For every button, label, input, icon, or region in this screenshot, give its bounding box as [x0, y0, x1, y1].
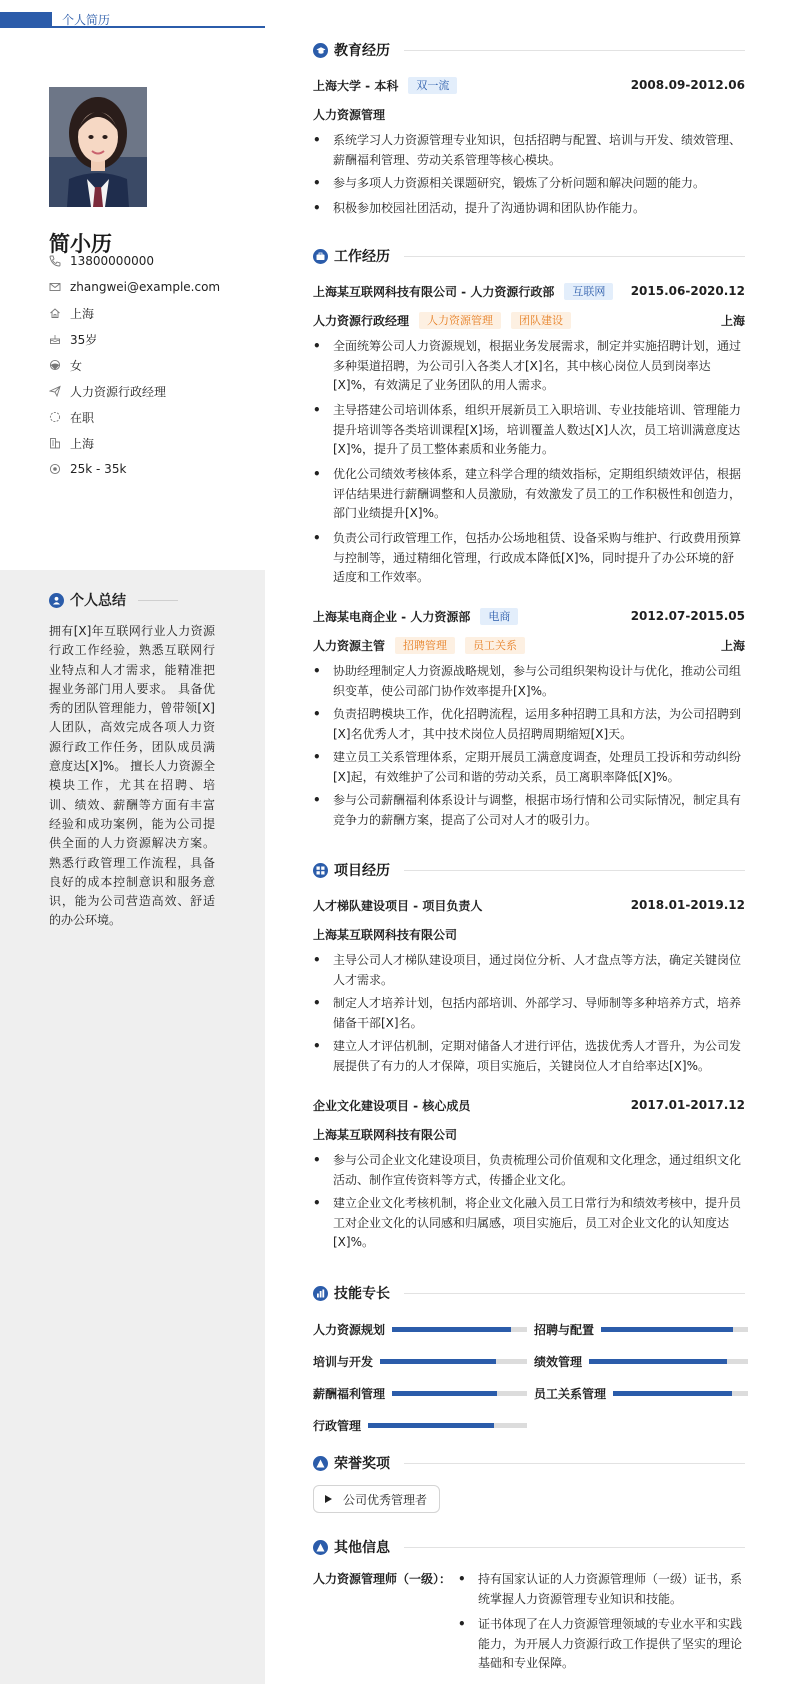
target-city-value: 上海: [70, 436, 95, 451]
education-header: [313, 76, 745, 94]
summary-title: 个人总结: [70, 593, 126, 609]
award-label: 公司优秀管理者: [343, 1492, 428, 1507]
job-city: 上海: [720, 313, 745, 328]
skill-bar-fill: [613, 1391, 732, 1396]
projects-title: 项目经历: [334, 863, 390, 879]
summary-heading: [49, 590, 178, 610]
location-row: [49, 304, 259, 322]
gender-icon: [49, 359, 61, 371]
skill-name: 培训与开发: [313, 1354, 374, 1369]
job-company: 上海某互联网科技有限公司 - 人力资源行政部: [313, 284, 555, 299]
briefcase-icon: [313, 249, 328, 264]
certificate-label: 人力资源管理师（一级）：: [313, 1572, 452, 1586]
project-name: 企业文化建设项目 - 核心成员: [313, 1098, 471, 1113]
projects-heading: [313, 860, 745, 880]
project-bullet: • 建立人才评估机制，定期对储备人才进行评估，选拔优秀人才晋升，为公司发展提供了有力的人才保障，项目实施后，关键岗位人才自给率达[X]%。: [313, 1037, 745, 1076]
project-header: [313, 896, 745, 914]
skill-item: [313, 1352, 527, 1370]
skill-name: 人力资源规划: [313, 1322, 386, 1337]
job-company: 上海某电商企业 - 人力资源部: [313, 609, 471, 624]
target-position-value: 人力资源行政经理: [70, 384, 167, 399]
certificate-bullet: • 证书体现了在人力资源管理领域的专业水平和实践能力，为开展人力资源行政工作提供了坚实的理论基础和专业保障。: [458, 1615, 748, 1674]
phone-icon: [49, 255, 61, 267]
education-period: 2008.09-2012.06: [630, 78, 745, 92]
phone-value: 13800000000: [70, 254, 154, 268]
skill-item: [534, 1352, 748, 1370]
cake-icon: [49, 333, 61, 345]
education-bullet: • 参与多项人力资源相关课题研究，锻炼了分析问题和解决问题的能力。: [313, 174, 745, 194]
project-name: 人才梯队建设项目 - 项目负责人: [313, 898, 483, 913]
job-skill-tag: 招聘管理: [395, 637, 455, 654]
mail-icon: [49, 281, 61, 293]
summary-text: 拥有[X]年互联网行业人力资源行政工作经验，熟悉互联网行业特点和人才需求，能精准把握业务部门用人要求。 具备优秀的团队管理能力，曾带领[X]人团队，高效完成各项人力资源行政工作任务，团队成员满意度达[X]%。 擅长人力资源全模块工作，尤其在招聘、培训、绩效、薪酬等方面有丰富经验和成功案例，能为公司提供全面的人力资源解决方案。 熟悉行政管理工作流程，具备良好的成本控制意识和服务意识，能为公司营造高效、舒适的办公环境。: [49, 624, 215, 928]
job-industry-tag: 电商: [480, 608, 518, 625]
money-icon: [49, 463, 61, 475]
award-item: [313, 1485, 440, 1513]
target-city-row: [49, 434, 259, 452]
job-skill-tag: 人力资源管理: [419, 312, 501, 329]
skill-item: [534, 1384, 748, 1402]
project-bullet: • 制定人才培养计划，包括内部培训、外部学习、导师制等多种培养方式，培养储备干部[X]名。: [313, 994, 745, 1033]
job-industry-tag: 互联网: [564, 283, 613, 300]
salary-row: [49, 460, 259, 478]
location-value: 上海: [70, 306, 95, 321]
education-bullet: • 积极参加校园社团活动，提升了沟通协调和团队协作能力。: [313, 199, 745, 219]
work-heading: [313, 246, 745, 266]
education-bullet: • 系统学习人力资源管理专业知识，包括招聘与配置、培训与开发、绩效管理、薪酬福利管理、劳动关系管理等核心模块。: [313, 131, 745, 170]
job-bullet: • 建立员工关系管理体系，定期开展员工满意度调查，处理员工投诉和劳动纠纷[X]起，有效维护了公司和谐的劳动关系，员工离职率降低[X]%。: [313, 748, 745, 787]
honors-title: 荣誉奖项: [334, 1456, 390, 1472]
info-icon: [313, 1540, 328, 1555]
graduation-cap-icon: [313, 43, 328, 58]
header-accent-bar: [0, 12, 52, 26]
skill-bar-fill: [368, 1423, 494, 1428]
skill-item: [313, 1416, 527, 1434]
skills-heading: [313, 1283, 745, 1303]
project-period: 2018.01-2019.12: [630, 898, 745, 912]
job-role-row: [313, 636, 745, 654]
skill-bar: [589, 1359, 748, 1364]
skill-bar: [601, 1327, 748, 1332]
skill-name: 薪酬福利管理: [313, 1386, 386, 1401]
project-company: 上海某互联网科技有限公司: [313, 1127, 458, 1142]
building-icon: [49, 437, 61, 449]
skill-item: [313, 1320, 527, 1338]
play-icon: [324, 1494, 333, 1504]
certificate-bullet: • 持有国家认证的人力资源管理师（一级）证书，系统掌握人力资源管理专业知识和技能。: [458, 1570, 748, 1609]
education-tag: 双一流: [408, 77, 457, 94]
project-company: 上海某互联网科技有限公司: [313, 927, 458, 942]
job-skill-tag: 团队建设: [511, 312, 571, 329]
skill-bar: [613, 1391, 748, 1396]
status-row: [49, 408, 259, 426]
skill-bar-fill: [392, 1327, 511, 1332]
job-bullet: • 负责公司行政管理工作，包括办公场地租赁、设备采购与维护、行政费用预算与控制等，通过精细化管理，行政成本降低[X]%，同时提升了办公环境的舒适度和工作效率。: [313, 529, 745, 588]
job-role: 人力资源行政经理: [313, 313, 410, 328]
job-header: [313, 282, 745, 300]
honors-heading: [313, 1453, 745, 1473]
job-bullet: • 协助经理制定人力资源战略规划，参与公司组织架构设计与优化，推动公司组织变革，使公司部门协作效率提升[X]%。: [313, 662, 745, 701]
skill-name: 招聘与配置: [534, 1322, 595, 1337]
skill-bar-fill: [392, 1391, 497, 1396]
job-role-row: [313, 311, 745, 329]
header-accent-line: [0, 26, 265, 28]
skill-bar-fill: [589, 1359, 727, 1364]
user-icon: [49, 593, 64, 608]
job-bullet: • 负责招聘模块工作，优化招聘流程，运用多种招聘工具和方法，为公司招聘到[X]名优秀人才，其中技术岗位人员招聘周期缩短[X]天。: [313, 705, 745, 744]
project-bullet: • 参与公司企业文化建设项目，负责梳理公司价值观和文化理念，通过组织文化活动、制作宣传资料等方式，传播企业文化。: [313, 1151, 745, 1190]
award-icon: [313, 1456, 328, 1471]
candidate-name: 简小历: [49, 232, 112, 256]
skill-name: 行政管理: [313, 1418, 362, 1433]
profile-photo: [49, 87, 147, 207]
job-period: 2015.06-2020.12: [630, 284, 745, 298]
gender-row: [49, 356, 259, 374]
skill-bar: [380, 1359, 527, 1364]
work-title: 工作经历: [334, 249, 390, 265]
project-period: 2017.01-2017.12: [630, 1098, 745, 1112]
skill-item: [313, 1384, 527, 1402]
status-value: 在职: [70, 410, 95, 425]
skill-bar: [392, 1327, 527, 1332]
paper-plane-icon: [49, 385, 61, 397]
project-header: [313, 1096, 745, 1114]
education-major: 人力资源管理: [313, 107, 386, 122]
phone-row: [49, 252, 259, 270]
salary-value: 25k - 35k: [70, 462, 127, 476]
skills-title: 技能专长: [334, 1286, 390, 1302]
job-bullet: • 主导搭建公司培训体系，组织开展新员工入职培训、专业技能培训、管理能力提升培训等各类培训课程[X]场，培训覆盖人数达[X]人次，员工培训满意度达[X]%，提升了员工整体素质和业务能力。: [313, 401, 745, 460]
bar-chart-icon: [313, 1286, 328, 1301]
education-heading: [313, 40, 745, 60]
job-city: 上海: [720, 638, 745, 653]
job-bullet: • 优化公司绩效考核体系，建立科学合理的绩效指标，定期组织绩效评估，根据评估结果进行薪酬调整和人员激励，有效激发了员工的工作积极性和创造力，部门业绩提升[X]%。: [313, 465, 745, 524]
email-value: zhangwei@example.com: [70, 280, 221, 294]
project-bullet: • 建立企业文化考核机制，将企业文化融入员工日常行为和绩效考核中，提升员工对企业文化的认同感和归属感，项目实施后，员工对企业文化的认知度达[X]%。: [313, 1194, 745, 1253]
education-school: 上海大学 - 本科: [313, 78, 399, 93]
education-title: 教育经历: [334, 43, 390, 59]
skill-bar-fill: [601, 1327, 733, 1332]
project-bullet: • 主导公司人才梯队建设项目，通过岗位分析、人才盘点等方法，确定关键岗位人才需求。: [313, 951, 745, 990]
job-header: [313, 607, 745, 625]
other-title: 其他信息: [334, 1540, 390, 1556]
resume-header-title: 个人简历: [62, 13, 111, 27]
job-skill-tag: 员工关系: [465, 637, 525, 654]
job-period: 2012.07-2015.05: [630, 609, 745, 623]
skill-bar-fill: [380, 1359, 496, 1364]
home-icon: [49, 307, 61, 319]
skill-bar: [392, 1391, 527, 1396]
email-row: [49, 278, 259, 296]
job-role: 人力资源主管: [313, 638, 386, 653]
age-row: [49, 330, 259, 348]
job-bullet: • 全面统筹公司人力资源规划，根据业务发展需求，制定并实施招聘计划，通过多种渠道招聘，为公司引入各类人才[X]名，其中核心岗位人员到岗率达[X]%，有效满足了业务团队的用人需求。: [313, 337, 745, 396]
skill-name: 绩效管理: [534, 1354, 583, 1369]
target-position-row: [49, 382, 259, 400]
status-icon: [49, 411, 61, 423]
gender-value: 女: [70, 358, 83, 373]
grid-icon: [313, 863, 328, 878]
other-heading: [313, 1537, 745, 1557]
job-bullet: • 参与公司薪酬福利体系设计与调整，根据市场行情和公司实际情况，制定具有竞争力的薪酬方案，提高了公司对人才的吸引力。: [313, 791, 745, 830]
age-value: 35岁: [70, 332, 98, 347]
skill-name: 员工关系管理: [534, 1386, 607, 1401]
skill-item: [534, 1320, 748, 1338]
skill-bar: [368, 1423, 527, 1428]
